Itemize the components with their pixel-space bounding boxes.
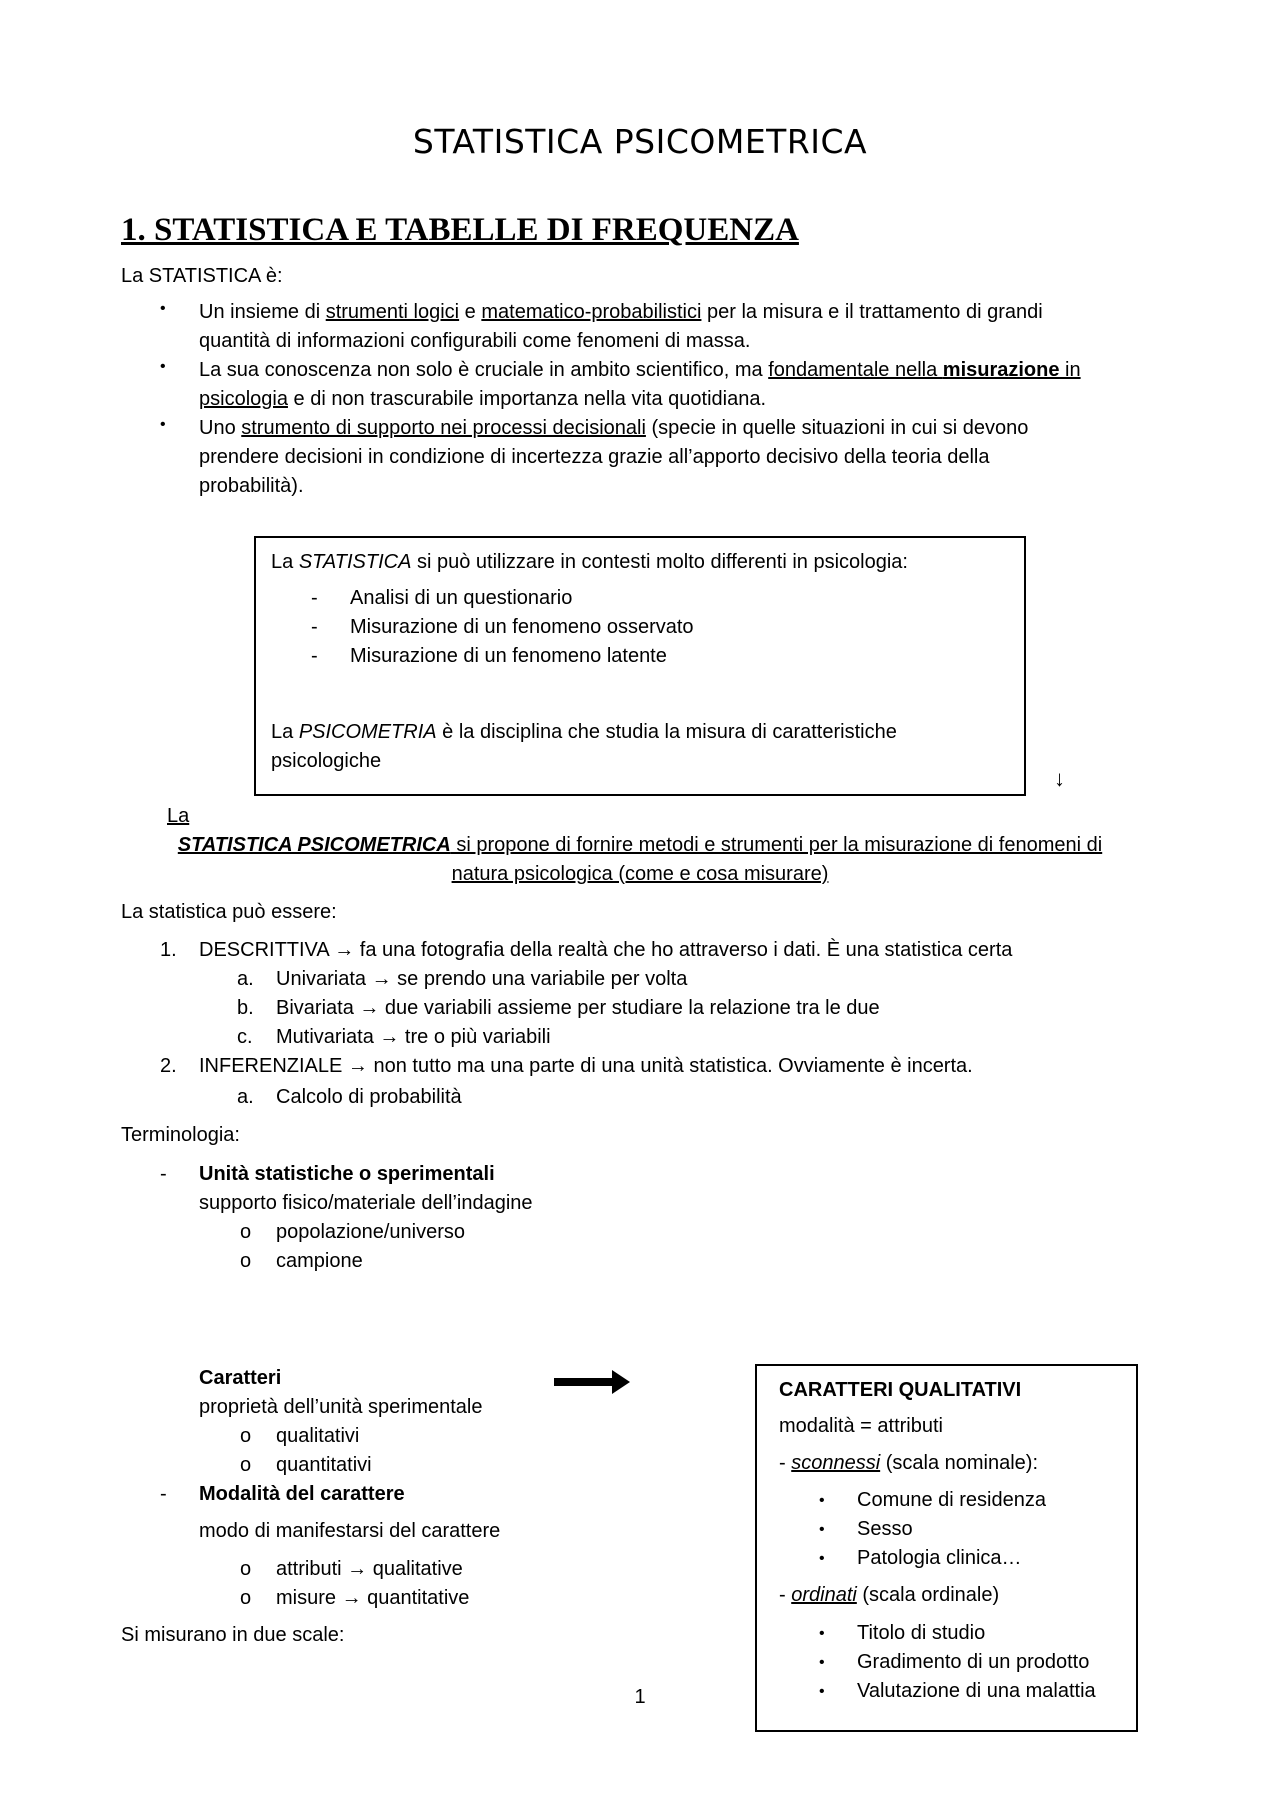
bullet-icon: •	[819, 1492, 825, 1509]
circle-bullet-icon: o	[240, 1558, 252, 1580]
dash-icon: -	[160, 1163, 167, 1185]
intro-text: La STATISTICA è:	[121, 265, 283, 287]
circle-bullet-icon: o	[240, 1454, 252, 1476]
dash-icon: -	[311, 645, 318, 667]
page-title: STATISTICA PSICOMETRICA	[412, 122, 868, 161]
arrow-right-icon: →	[334, 939, 355, 961]
arrow-right-icon: →	[379, 1026, 400, 1048]
bullet-icon: •	[819, 1683, 825, 1700]
section-heading: 1. STATISTICA E TABELLE DI FREQUENZA	[121, 212, 799, 248]
dash-icon: -	[311, 616, 318, 638]
arrow-right-icon: →	[347, 1558, 368, 1580]
dash-icon: -	[160, 1483, 167, 1505]
caratteri-qualitativi-box: CARATTERI QUALITATIVI modalità = attributi - sconnessi (scala nominale): • Comune di residenza • Sesso • Patologia clinica… - ordinati (scala ordinale) • Titolo di studio • Gradimento di un prodotto • Valutazione di una malattia	[755, 1364, 1138, 1732]
arrow-right-icon	[554, 1370, 630, 1394]
arrow-right-icon: →	[371, 968, 392, 990]
definition: STATISTICA PSICOMETRICA si propone di fornire metodi e strumenti per la misurazione di fenomeni di natura psicologica (come e cosa misurare)	[177, 834, 1103, 885]
arrow-right-icon: →	[341, 1587, 362, 1609]
down-arrow-icon: ↓	[1054, 766, 1065, 791]
bullet-icon: •	[160, 416, 166, 433]
dash-icon: -	[311, 587, 318, 609]
arrow-right-icon: →	[359, 997, 380, 1019]
statistica-box: La STATISTICA si può utilizzare in contesti molto differenti in psicologia: - Analisi di un questionario - Misurazione di un fenomeno osservato - Misurazione di un fenomeno latente La PSICOMETRIA è la disciplina che studia la misura di caratteristiche psicologiche	[254, 536, 1026, 796]
bullet-icon: •	[160, 300, 166, 317]
bullet-icon: •	[819, 1625, 825, 1642]
circle-bullet-icon: o	[240, 1221, 252, 1243]
bullet-icon: •	[819, 1550, 825, 1567]
bullet-icon: •	[819, 1521, 825, 1538]
circle-bullet-icon: o	[240, 1250, 252, 1272]
arrow-right-icon: →	[347, 1055, 368, 1077]
circle-bullet-icon: o	[240, 1425, 252, 1447]
bullet-icon: •	[819, 1654, 825, 1671]
circle-bullet-icon: o	[240, 1587, 252, 1609]
page-number: 1	[634, 1686, 646, 1708]
bullet-icon: •	[160, 358, 166, 375]
